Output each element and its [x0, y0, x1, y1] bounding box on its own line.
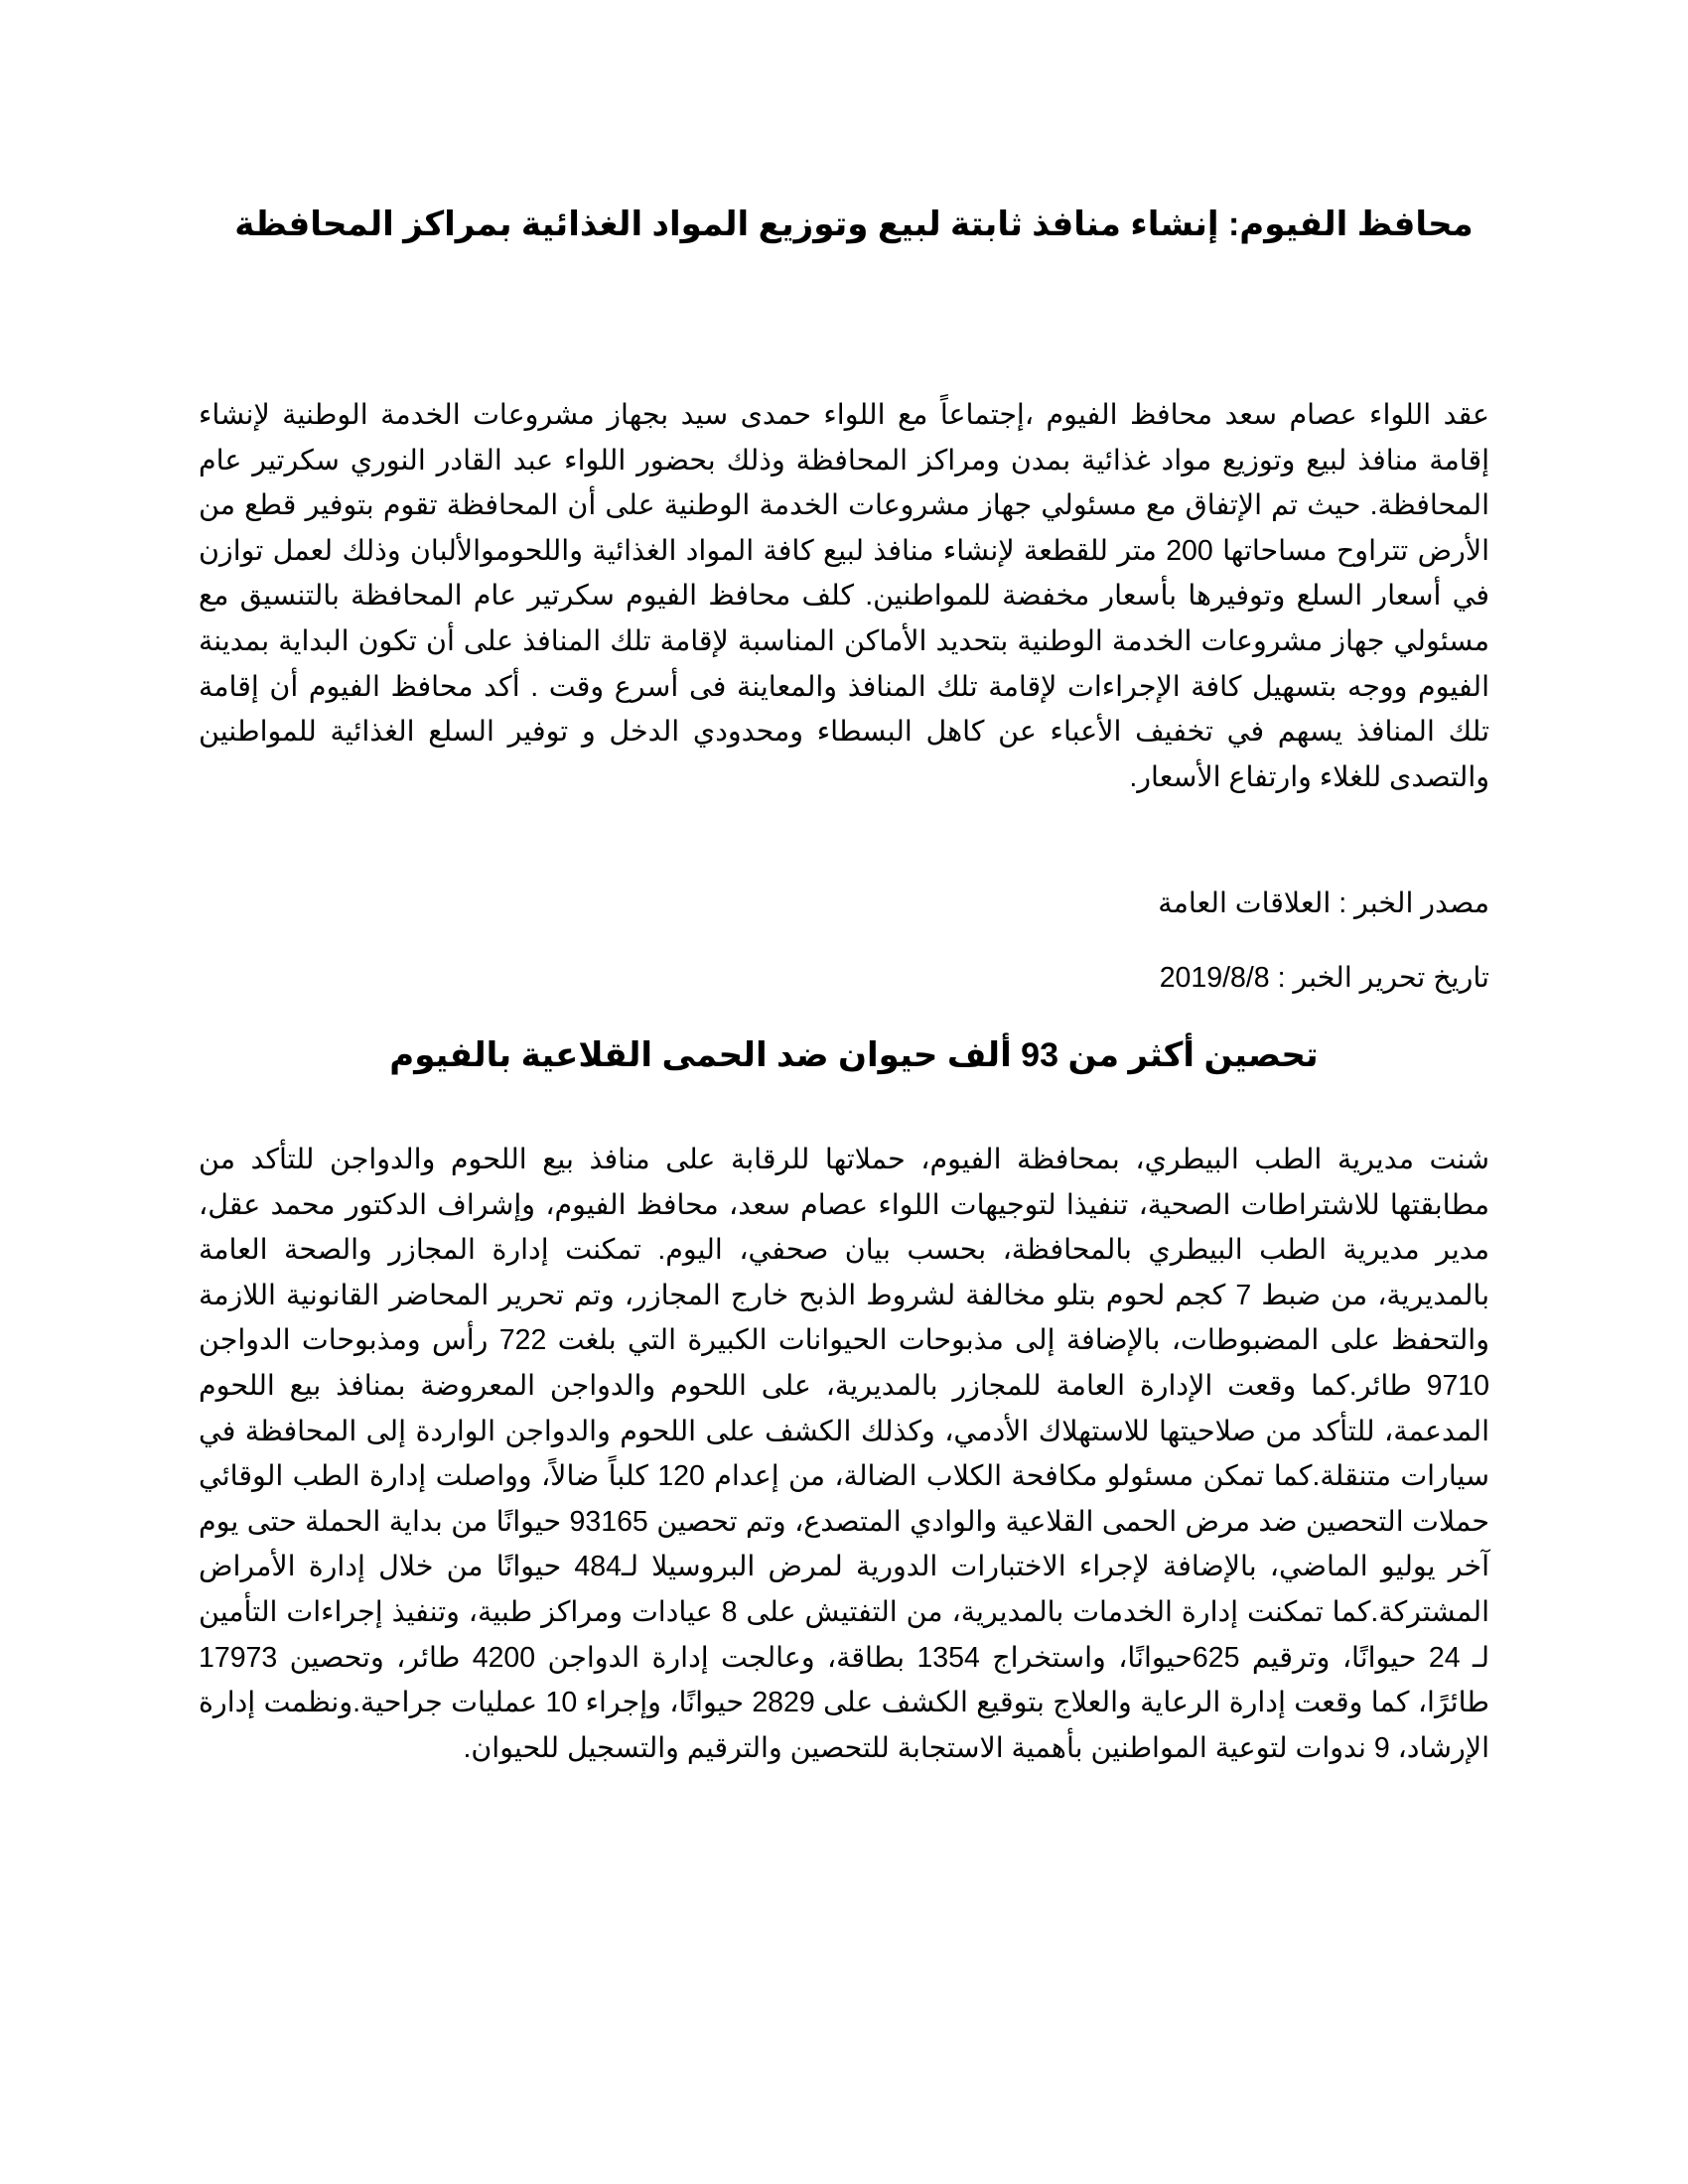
article-1-source: مصدر الخبر : العلاقات العامة [1158, 887, 1489, 919]
article-1-date: تاريخ تحرير الخبر : 2019/8/8 [1159, 962, 1489, 994]
article-1-title: محافظ الفيوم: إنشاء منافذ ثابتة لبيع وتوزيع المواد الغذائية بمراكز المحافظة [234, 205, 1474, 243]
article-2-title: تحصين أكثر من 93 ألف حيوان ضد الحمى القلاعية بالفيوم [389, 1036, 1319, 1074]
article-2-body: شنت مديرية الطب البيطري، بمحافظة الفيوم، حملاتها للرقابة على منافذ بيع اللحوم والدواجن للتأكد من مطابقتها للاشتراطات الصحية، تنفيذا لتوجيهات اللواء عصام سعد، محافظ الفيوم، وإشراف الدكتور محمد عقل، مدير مديرية الطب البيطري بالمحافظة، بحسب بيان صحفي، اليوم. تمكنت إدارة المجازر والصحة العامة بالمديرية، من ضبط 7 كجم لحوم بتلو مخالفة لشروط الذبح خارج المجازر، وتم تحرير المحاضر القانونية اللازمة والتحفظ على المضبوطات، بالإضافة إلى مذبوحات الحيوانات الكبيرة التي بلغت 722 رأس ومذبوحات الدواجن 9710 طائر.كما وقعت الإدارة العامة للمجازر بالمديرية، على اللحوم والدواجن المعروضة بمنافذ بيع اللحوم المدعمة، للتأكد من صلاحيتها للاستهلاك الأدمي، وكذلك الكشف على اللحوم والدواجن الواردة إلى المحافظة في سيارات متنقلة.كما تمكن مسئولو مكافحة الكلاب الضالة، من إعدام 120 كلباً ضالاً، وواصلت إدارة الطب الوقائي حملات التحصين ضد مرض الحمى القلاعية والوادي المتصدع، وتم تحصين 93165 حيوانًا من بداية الحملة حتى يوم آخر يوليو الماضي، بالإضافة لإجراء الاختبارات الدورية لمرض البروسيلا لـ484 حيوانًا من خلال إدارة الأمراض المشتركة.كما تمكنت إدارة الخدمات بالمديرية، من التفتيش على 8 عيادات ومراكز طبية، وتنفيذ إجراءات التأمين لـ 24 حيوانًا، وترقيم 625حيوانًا، واستخراج 1354 بطاقة، وعالجت إدارة الدواجن 4200 طائر، وتحصين 17973 طائرًا، كما وقعت إدارة الرعاية والعلاج بتوقيع الكشف على 2829 حيوانًا، وإجراء 10 عمليات جراحية.ونظمت إدارة الإرشاد، 9 ندوات لتوعية المواطنين بأهمية الاستجابة للتحصين والترقيم والتسجيل للحيوان. [199, 1144, 1490, 1764]
article-1-body: عقد اللواء عصام سعد محافظ الفيوم ،إجتماعاً مع اللواء حمدى سيد بجهاز مشروعات الخدمة الوطنية لإنشاء إقامة منافذ لبيع وتوزيع مواد غذائية بمدن ومراكز المحافظة وذلك بحضور اللواء عبد القادر النوري سكرتير عام المحافظة. حيث تم الإتفاق مع مسئولي جهاز مشروعات الخدمة الوطنية على أن المحافظة تقوم بتوفير قطع من الأرض تتراوح مساحاتها 200 متر للقطعة لإنشاء منافذ لبيع كافة المواد الغذائية واللحوموالألبان وذلك لعمل توازن في أسعار السلع وتوفيرها بأسعار مخفضة للمواطنين. كلف محافظ الفيوم سكرتير عام المحافظة بالتنسيق مع مسئولي جهاز مشروعات الخدمة الوطنية بتحديد الأماكن المناسبة لإقامة تلك المنافذ على أن تكون البداية بمدينة الفيوم ووجه بتسهيل كافة الإجراءات لإقامة تلك المنافذ والمعاينة فى أسرع وقت . أكد محافظ الفيوم أن إقامة تلك المنافذ يسهم في تخفيف الأعباء عن كاهل البسطاء ومحدودي الدخل و توفير السلع الغذائية للمواطنين والتصدى للغلاء وارتفاع الأسعار. [199, 399, 1489, 793]
